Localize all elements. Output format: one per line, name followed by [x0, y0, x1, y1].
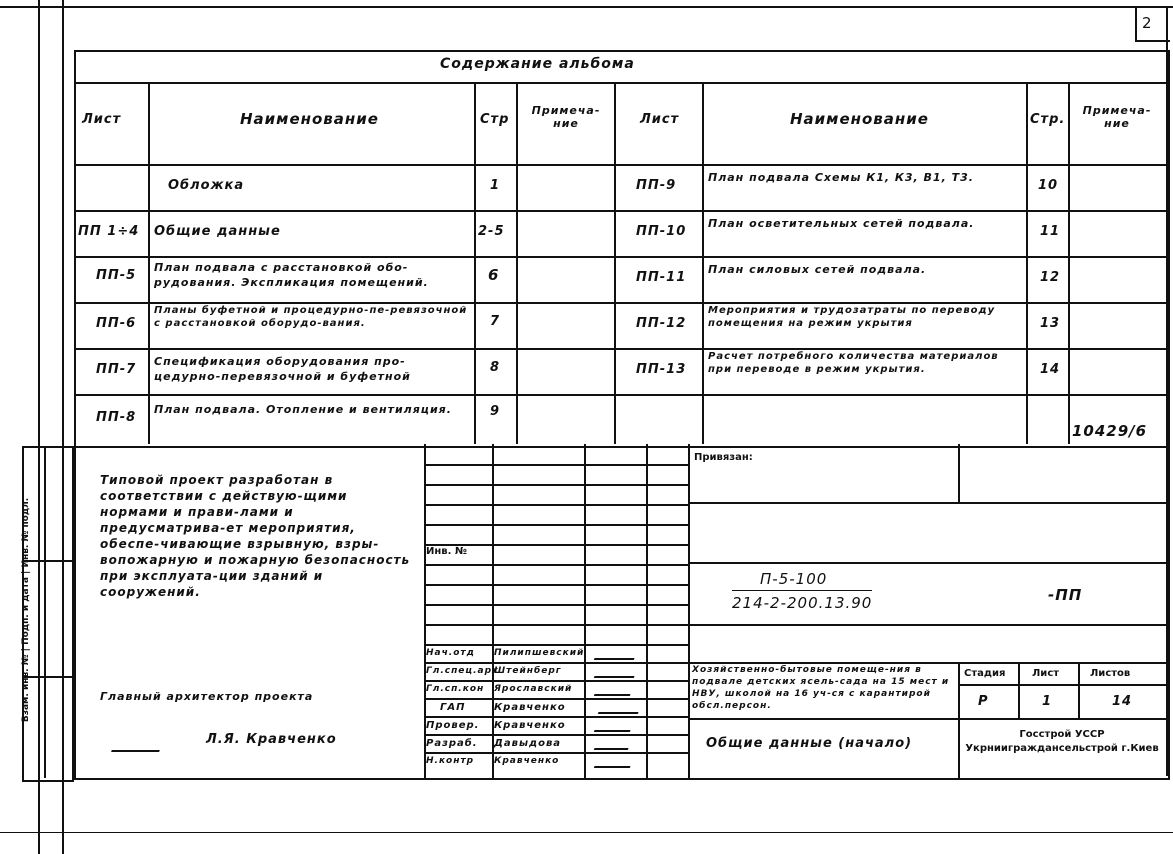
doc-code-top: П-5-100 [760, 570, 828, 588]
signer-7-role: Н.контр [426, 756, 475, 766]
right-row-1-sheet: ПП-9 [636, 178, 677, 193]
right-row-5-sheet: ПП-13 [636, 362, 687, 377]
left-row-6-name: План подвала. Отопление и вентиляция. [154, 403, 452, 416]
right-row-3-sheet: ПП-11 [636, 270, 687, 285]
left-row-4-page: 7 [490, 314, 501, 329]
header-note2: Примеча-ние [1082, 104, 1152, 130]
doc-code-bottom: 214-2-200.13.90 [732, 594, 873, 612]
lists-value: 14 [1112, 694, 1133, 709]
left-row-3-sheet: ПП-5 [96, 268, 137, 283]
signer-5-name: Кравченко [494, 720, 566, 731]
left-row-1-name: Обложка [168, 178, 245, 193]
right-row-1-page: 10 [1038, 178, 1059, 193]
signature-6 [594, 738, 632, 750]
stage-value: Р [978, 694, 989, 709]
left-row-5-sheet: ПП-7 [96, 362, 137, 377]
signer-5-role: Провер. [426, 720, 480, 731]
signature-1 [594, 648, 638, 660]
object-title: Хозяйственно-бытовые помеще-ния в подвале детских ясель-сада на 15 мест и НВУ, школой на 16 уч-ся с карантирой обсл.персон. [692, 665, 950, 711]
right-row-4-name: Мероприятия и трудозатраты по переводу помещения на режим укрытия [708, 305, 996, 329]
chief-architect-label: Главный архитектор проекта [100, 690, 314, 703]
inventory-label: Инв. № [426, 546, 467, 557]
signer-4-name: Кравченко [494, 702, 566, 713]
signer-3-role: Гл.сп.кон [426, 684, 485, 694]
organization: Госстрой УССР Укрнииграждансельстрой г.Киев [965, 729, 1159, 754]
left-row-5-name: Спецификация оборудования про-цедурно-перевязочной и буфетной [154, 355, 411, 383]
signer-7-name: Кравченко [494, 756, 560, 766]
sheet-title: Общие данные (начало) [706, 736, 913, 751]
contents-table [74, 50, 1170, 448]
stage-header: Стадия [964, 668, 1006, 679]
right-row-5-name: Расчет потребного количества материалов при переводе в режим укрытия. [708, 351, 999, 375]
left-row-5-page: 8 [490, 360, 501, 375]
header-page2: Стр. [1030, 112, 1066, 127]
right-row-2-name: План осветительных сетей подвала. [708, 217, 975, 230]
signer-6-role: Разраб. [426, 738, 478, 749]
header-name2: Наименование [790, 110, 929, 128]
header-sheet: Лист [82, 112, 122, 127]
lists-header: Листов [1090, 668, 1131, 679]
signature-3 [594, 684, 634, 696]
left-row-1-page: 1 [490, 178, 501, 193]
signer-2-name: Штейнберг [494, 666, 562, 676]
list-header: Лист [1032, 668, 1060, 679]
side-stamp-text: Взам. инв. № | Подп. и дата | Инв. № подл. [21, 497, 31, 723]
right-row-3-page: 12 [1040, 270, 1061, 285]
list-value: 1 [1042, 694, 1053, 709]
chief-signature [111, 736, 165, 752]
left-row-2-name: Общие данные [154, 224, 281, 239]
signer-3-name: Ярославский [494, 684, 573, 694]
header-note: Примеча-ние [531, 104, 601, 130]
right-row-4-page: 13 [1040, 316, 1061, 331]
signature-7 [594, 756, 634, 768]
left-row-2-page: 2-5 [478, 224, 505, 239]
signature-2 [594, 666, 638, 678]
left-row-3-page: 6 [488, 266, 500, 284]
bound-label: Привязан: [694, 452, 753, 463]
right-row-2-page: 11 [1040, 224, 1061, 239]
signer-4-role: ГАП [440, 702, 466, 713]
signature-4 [598, 702, 642, 714]
header-page: Стр [480, 112, 510, 127]
signature-5 [594, 720, 634, 732]
top-frame-line [0, 6, 1173, 8]
signer-6-name: Давыдова [494, 738, 562, 749]
header-name: Наименование [240, 110, 379, 128]
left-row-4-name: Планы буфетной и процедурно-пе-ревязочной с расстановкой оборудо-вания. [154, 305, 468, 329]
left-row-2-sheet: ПП 1÷4 [78, 224, 140, 239]
left-row-6-sheet: ПП-8 [96, 410, 137, 425]
signer-1-name: Пилипшевский [494, 648, 585, 658]
right-row-6-note: 10429/6 [1072, 422, 1148, 440]
sheet-number: 2 [1142, 14, 1152, 32]
doc-suffix: -ПП [1048, 586, 1083, 604]
statement-text: Типовой проект разработан в соответствии с действую-щими нормами и прави-лами и предусматрива-ет мероприятия, обеспе-чивающие взрывную, взры-вопожарную и пожарную безопасность при эксплуата-ции зданий и сооружений. [100, 473, 411, 599]
sheet-number-box [1135, 6, 1170, 42]
left-row-3-name: План подвала с расстановкой обо-рудования. Экспликация помещений. [154, 261, 429, 289]
left-row-4-sheet: ПП-6 [96, 316, 137, 331]
right-row-2-sheet: ПП-10 [636, 224, 687, 239]
right-row-4-sheet: ПП-12 [636, 316, 687, 331]
table-title: Содержание альбома [440, 56, 635, 72]
right-row-1-name: План подвала Схемы К1, К3, В1, Т3. [708, 171, 974, 184]
header-sheet2: Лист [640, 112, 680, 127]
right-row-5-page: 14 [1040, 362, 1061, 377]
right-row-3-name: План силовых сетей подвала. [708, 263, 927, 276]
left-row-6-page: 9 [490, 404, 501, 419]
signer-1-role: Нач.отд [426, 648, 475, 658]
chief-architect-name: Л.Я. Кравченко [206, 732, 337, 747]
signer-2-role: Гл.спец.арх [426, 666, 499, 676]
